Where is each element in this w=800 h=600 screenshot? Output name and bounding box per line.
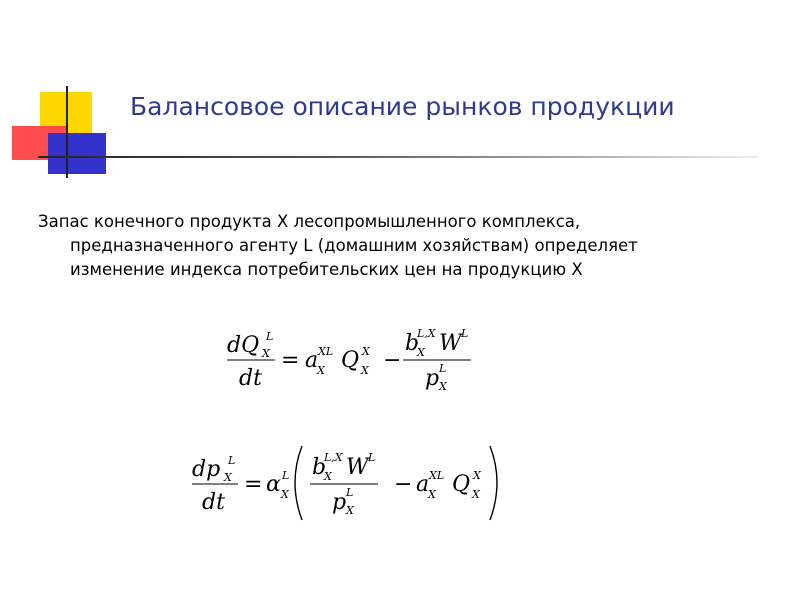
f1-Q-sub: X (361, 364, 369, 377)
f2-lhs-den: dt (202, 490, 225, 515)
f1-a: a (305, 348, 319, 373)
f1-W: W (439, 331, 462, 356)
f2-left-paren (295, 446, 302, 520)
body-paragraph (38, 210, 758, 282)
f2-alpha-sup: L (282, 469, 290, 482)
decor-blue-square (48, 133, 106, 174)
f2-a-sup: XL (429, 469, 445, 482)
slide-title: Балансовое описание рынков продукции (130, 92, 675, 121)
f2-alpha: α (266, 472, 281, 497)
f1-Q: Q (341, 348, 360, 373)
f2-p: p (332, 490, 347, 515)
f1-lhs-num: dQ (227, 333, 260, 358)
f2-p-sup: L (346, 486, 354, 499)
f1-equals: = (281, 348, 300, 373)
f2-Q: Q (452, 472, 471, 497)
f2-lhs-num-sub: X (224, 471, 232, 484)
f2-a-sub: X (428, 488, 436, 501)
f2-b-sub: X (324, 470, 332, 483)
f2-lhs-num: dp (192, 457, 221, 482)
f1-lhs-num-sub: X (262, 347, 270, 360)
body-line-1: Запас конечного продукта X лесопромышленного комплекса, (38, 212, 581, 231)
f1-p-sup: L (439, 362, 447, 375)
f2-p-sub: X (346, 504, 354, 517)
f2-alpha-sub: X (281, 488, 289, 501)
f1-b-sup: L,X (417, 327, 436, 340)
f1-b-sub: X (417, 346, 425, 359)
formula-1 (225, 322, 495, 394)
decor-vertical-line (66, 86, 68, 178)
f2-equals: = (244, 472, 263, 497)
f1-p: p (425, 366, 440, 391)
f1-lhs-num-sup: L (266, 330, 274, 343)
f1-Q-sup: X (362, 345, 370, 358)
body-line-2: предназначенного агенту L (домашним хозяйствам) определяет (70, 236, 638, 255)
f1-a-sub: X (317, 364, 325, 377)
f1-lhs-den: dt (239, 366, 262, 391)
f1-p-sub: X (439, 380, 447, 393)
f2-Q-sup: X (473, 469, 481, 482)
f2-b-sup: L,X (324, 451, 343, 464)
f1-minus: − (383, 348, 402, 373)
f1-W-sup: L (461, 327, 469, 340)
formula-2 (190, 440, 510, 524)
body-line-3: изменение индекса потребительских цен на продукцию X (70, 260, 583, 279)
f2-minus: − (394, 472, 413, 497)
title-underline (38, 156, 758, 158)
f2-lhs-num-sup: L (228, 454, 236, 467)
f2-a: a (416, 472, 430, 497)
f1-a-sup: XL (318, 345, 334, 358)
f2-b: b (312, 455, 327, 480)
f1-b: b (405, 331, 420, 356)
f2-W-sup: L (368, 451, 376, 464)
f2-Q-sub: X (472, 488, 480, 501)
f2-W: W (346, 455, 369, 480)
f2-right-paren (490, 446, 497, 520)
